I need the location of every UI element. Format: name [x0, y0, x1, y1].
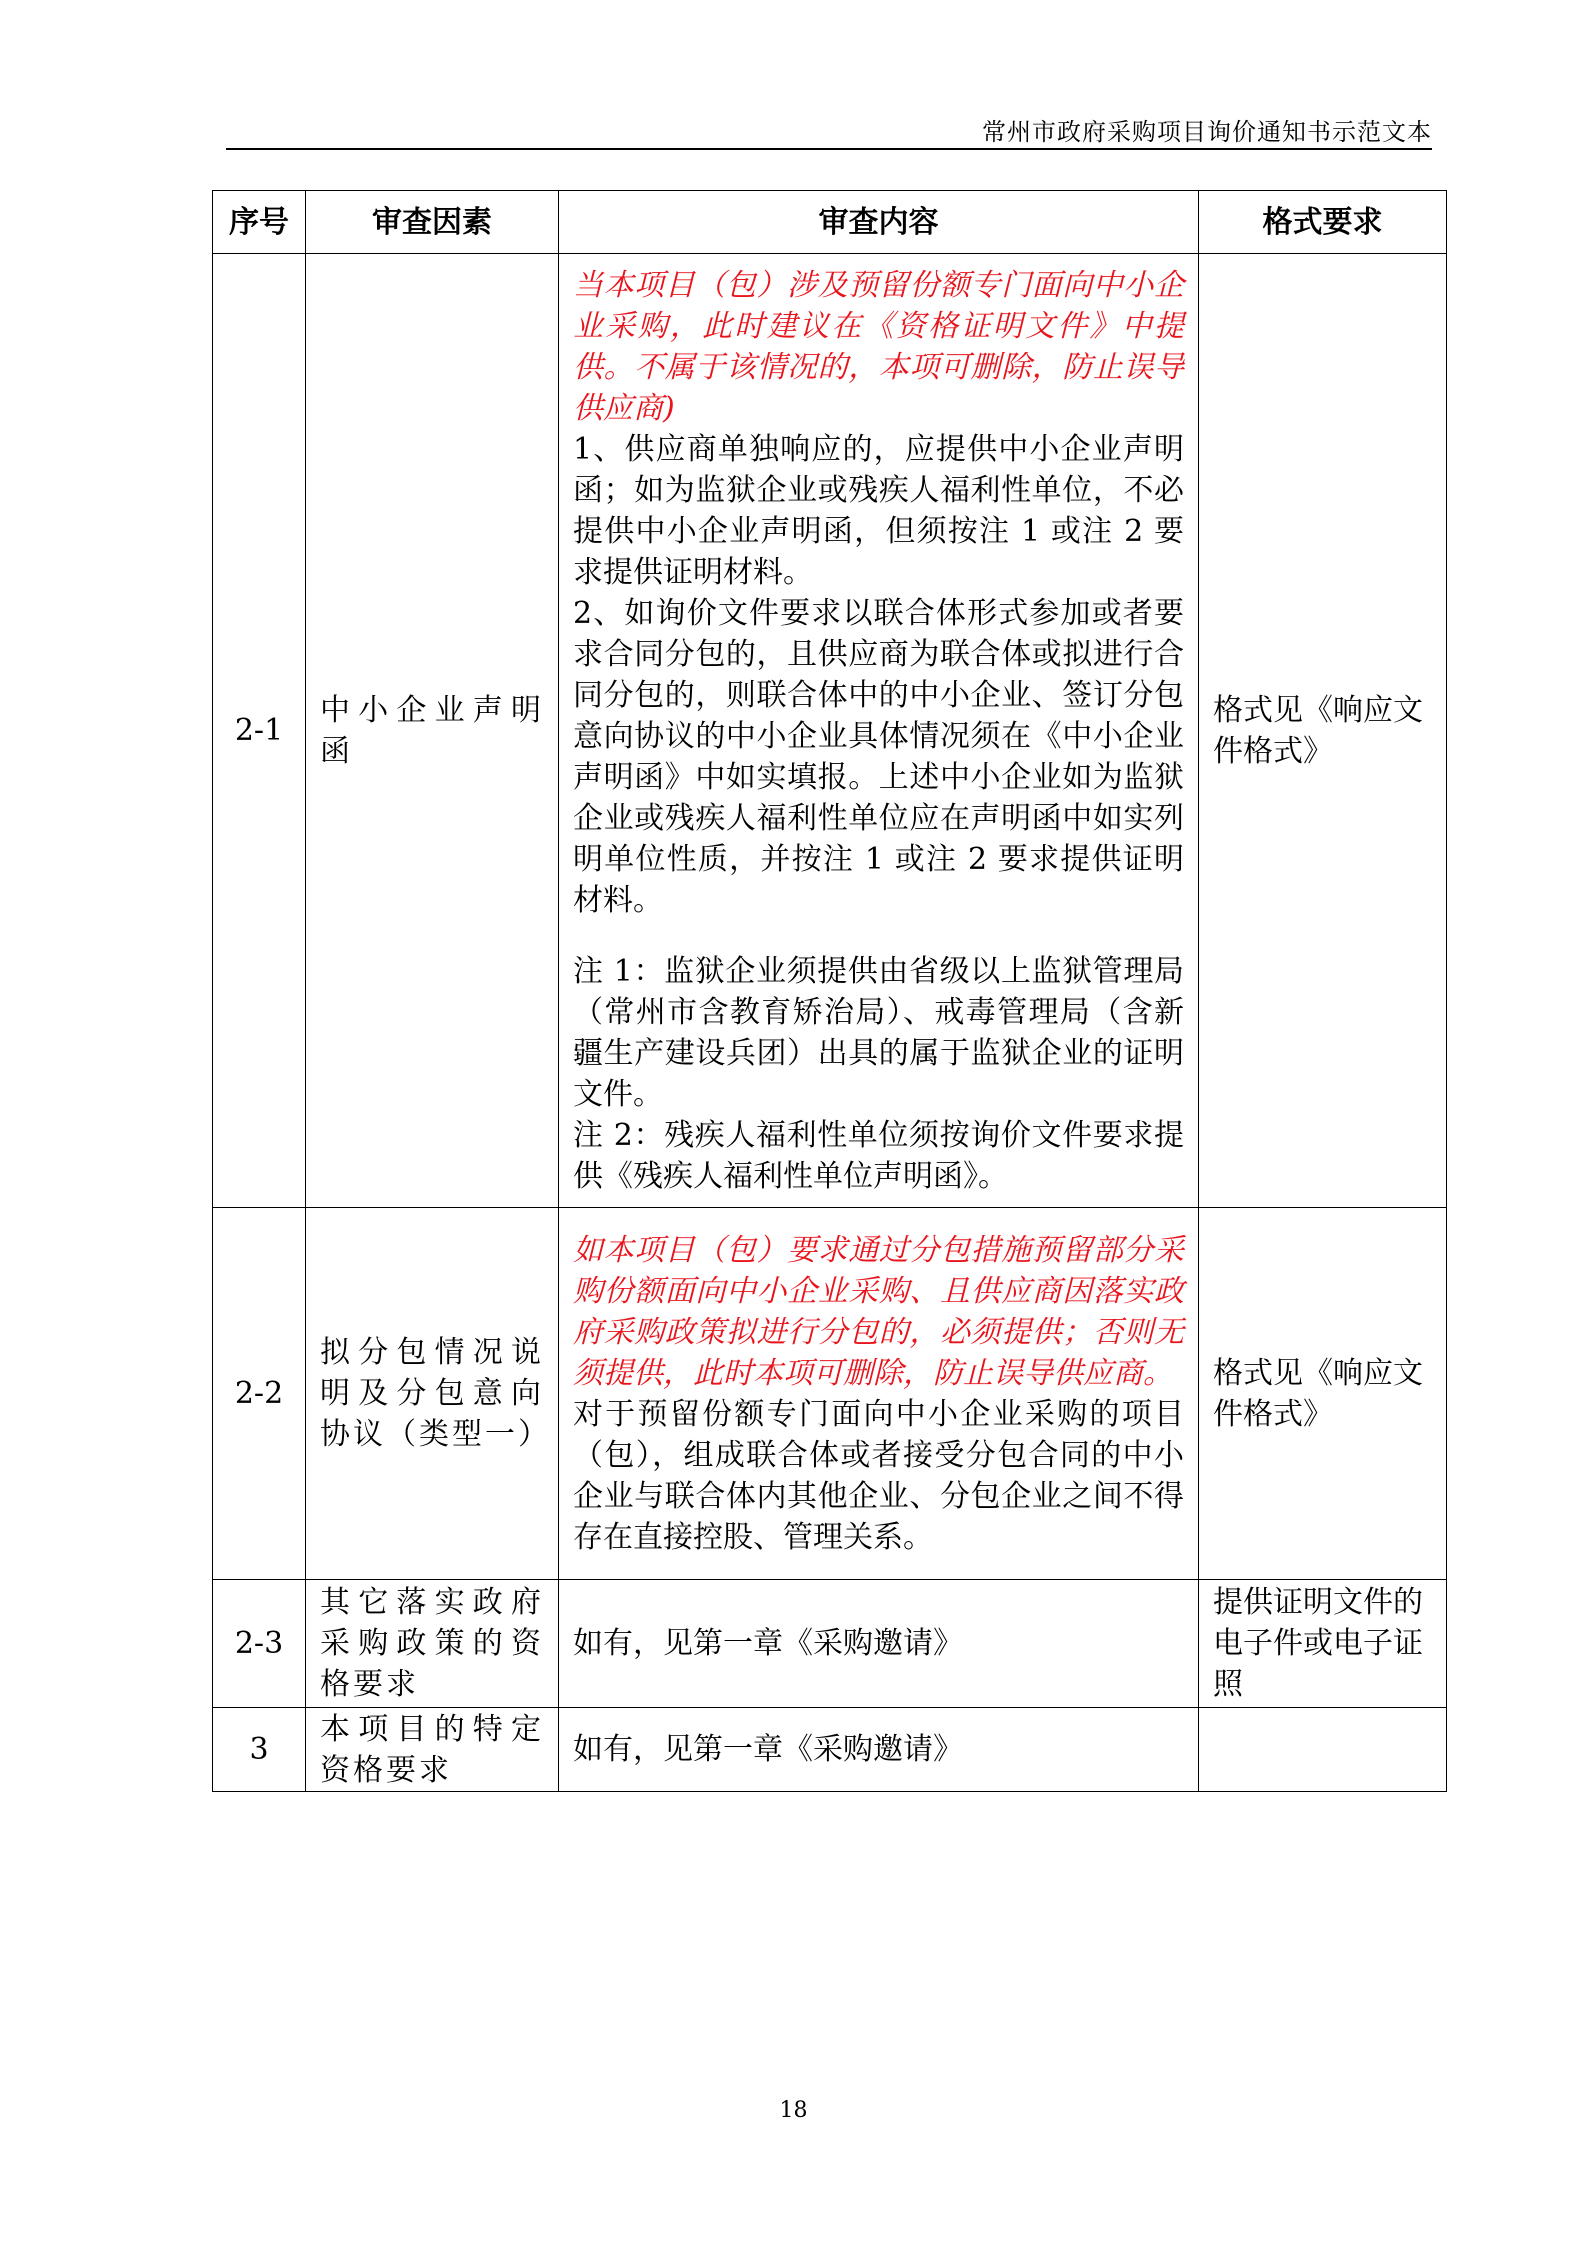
- review-content: [559, 1208, 1199, 1580]
- table-row: [213, 254, 1447, 1208]
- format-requirement: 格式见《响应文件格式》: [1199, 1208, 1447, 1580]
- red-instruction-note: 如本项目（包）要求通过分包措施预留部分采购份额面向中小企业采购、且供应商因落实政府采购政策拟进行分包的，必须提供；否则无须提供，此时本项可删除，防止误导供应商。: [573, 1232, 1184, 1391]
- review-content: 如有，见第一章《采购邀请》: [559, 1708, 1199, 1792]
- column-header-factor: 审查因素: [306, 191, 559, 254]
- running-header-title: 常州市政府采购项目询价通知书示范文本: [982, 118, 1432, 146]
- content-paragraph-2: 2、如询价文件要求以联合体形式参加或者要求合同分包的，且供应商为联合体或拟进行合同分包的，则联合体中的中小企业、签订分包意向协议的中小企业具体情况须在《中小企业声明函》中如实填报。上述中小企业如为监狱企业或残疾人福利性单位应在声明函中如实列明单位性质，并按注 1 或注 2 要求提供证明材料。: [573, 595, 1184, 918]
- header-rule: [226, 148, 1432, 150]
- row-number: 2-1: [213, 254, 306, 1208]
- table-header-row: [213, 191, 1447, 254]
- table-row: [213, 1208, 1447, 1580]
- format-requirement: 格式见《响应文件格式》: [1199, 254, 1447, 1208]
- column-header-content: 审查内容: [559, 191, 1199, 254]
- review-factor: 其它落实政府采购政策的资格要求: [306, 1580, 559, 1708]
- page-number: 18: [779, 2098, 808, 2123]
- table-row: [213, 1580, 1447, 1708]
- review-table: [212, 190, 1447, 1792]
- content-paragraph-1: 对于预留份额专门面向中小企业采购的项目（包），组成联合体或者接受分包合同的中小企业与联合体内其他企业、分包企业之间不得存在直接控股、管理关系。: [573, 1396, 1184, 1555]
- row-number: 2-3: [213, 1580, 306, 1708]
- row-number: 2-2: [213, 1208, 306, 1580]
- red-instruction-note: 当本项目（包）涉及预留份额专门面向中小企业采购，此时建议在《资格证明文件》中提供。不属于该情况的，本项可删除，防止误导供应商): [573, 267, 1184, 426]
- review-content: [559, 254, 1199, 1208]
- column-header-format: 格式要求: [1199, 191, 1447, 254]
- row-number: 3: [213, 1708, 306, 1792]
- content-note-1: 注 1：监狱企业须提供由省级以上监狱管理局（常州市含教育矫治局）、戒毒管理局（含新疆生产建设兵团）出具的属于监狱企业的证明文件。: [573, 953, 1184, 1112]
- format-requirement: 提供证明文件的电子件或电子证照: [1199, 1580, 1447, 1708]
- content-paragraph-1: 1、供应商单独响应的，应提供中小企业声明函；如为监狱企业或残疾人福利性单位，不必提供中小企业声明函，但须按注 1 或注 2 要求提供证明材料。: [573, 431, 1184, 590]
- review-factor: 中小企业声明函: [306, 254, 559, 1208]
- review-content: 如有，见第一章《采购邀请》: [559, 1580, 1199, 1708]
- content-note-2: 注 2：残疾人福利性单位须按询价文件要求提供《残疾人福利性单位声明函》。: [573, 1117, 1184, 1194]
- table-row: [213, 1708, 1447, 1792]
- review-factor: 拟分包情况说明及分包意向协议（类型一）: [306, 1208, 559, 1580]
- format-requirement: [1199, 1708, 1447, 1792]
- column-header-no: 序号: [213, 191, 306, 254]
- review-factor: 本项目的特定资格要求: [306, 1708, 559, 1792]
